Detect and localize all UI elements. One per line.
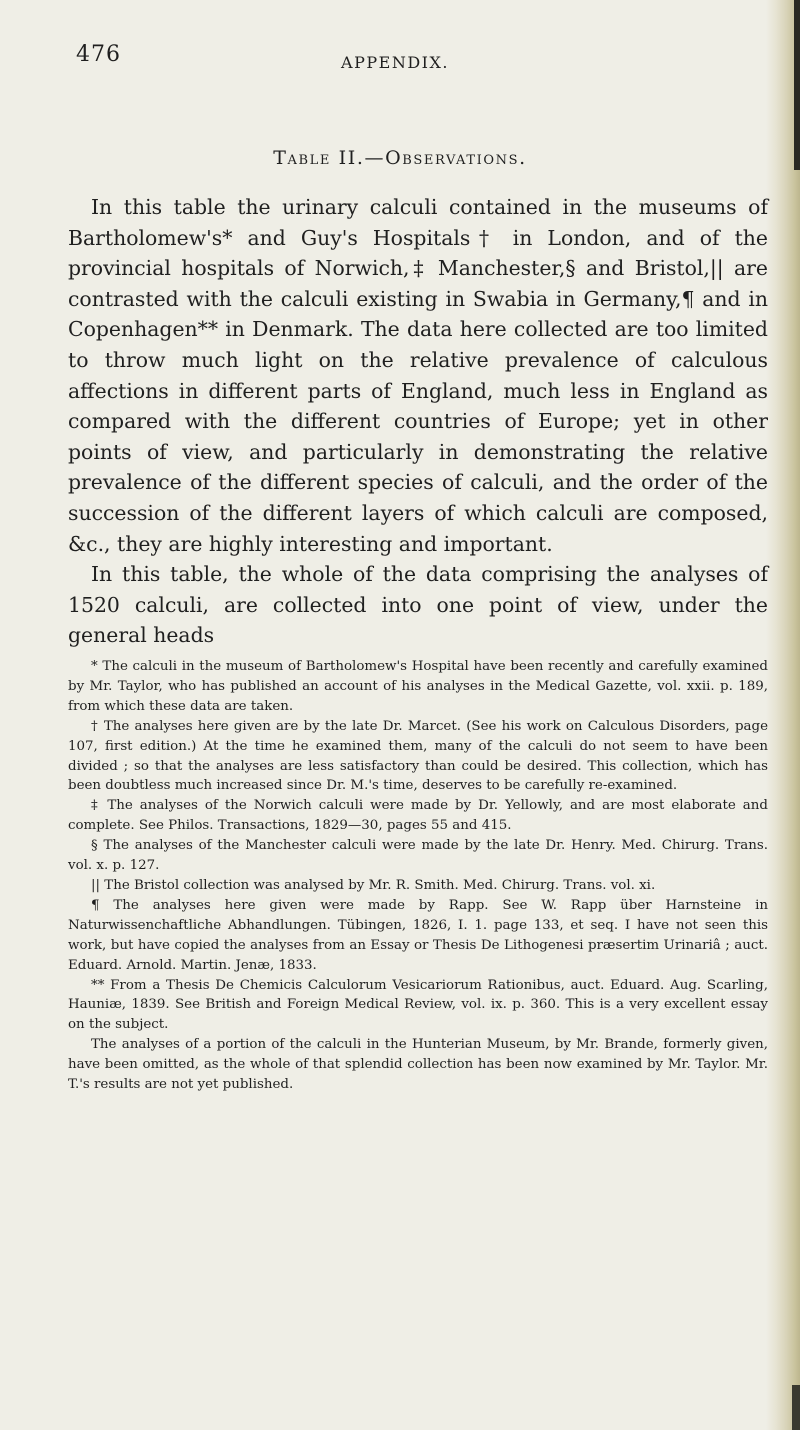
section-title: Table II.—Observations. xyxy=(273,147,527,169)
running-head: APPENDIX. xyxy=(341,53,449,72)
page-number: 476 xyxy=(76,42,121,67)
body-paragraph-1: In this table the urinary calculi contained in the museums of Bartholomew's* and Guy's Hospitals† in London, and of the provincial hospitals of Norwich,‡ Manchester,§ and Bristol,|| are contrasted with the calculi existing in Swabia in Germany,¶ and in Copenhagen** in Denmark. The data here collected are too limited to throw much light on the relative prevalence of calculous affections in different parts of England, much less in England as compared with the different countries of Europe; yet in other points of view, and particularly in demonstrating the relative prevalence of the different species of calculi, and the order of the succession of the different layers of which calculi are composed, &c., they are highly interesting and important. xyxy=(68,195,768,556)
body-text xyxy=(68,192,768,651)
page-edge-dark-bottom xyxy=(792,1385,800,1430)
footnote-5: || The Bristol collection was analysed by Mr. R. Smith. Med. Chirurg. Trans. vol. xi. xyxy=(91,877,656,893)
page-edge-shadow xyxy=(766,0,800,1430)
page-header xyxy=(0,0,800,80)
footnote-3: ‡ The analyses of the Norwich calculi were made by Dr. Yellowly, and are most elaborate and complete. See Philos. Transactions, 1829—30, pages 55 and 415. xyxy=(68,798,768,834)
footnote-7: ** From a Thesis De Chemicis Calculorum Vesicariorum Rationibus, auct. Eduard. Aug. Scarling, Hauniæ, 1839. See British and Foreign Medical Review, vol. ix. p. 360. This is a very excellent essay on the subject. xyxy=(68,977,768,1033)
footnote-closing-note: The analyses of a portion of the calculi in the Hunterian Museum, by Mr. Brande, formerly given, have been omitted, as the whole of that splendid collection has been now examined by Mr. Taylor. Mr. T.'s results are not yet published. xyxy=(68,1037,768,1093)
footnote-6: ¶ The analyses here given were made by Rapp. See W. Rapp über Harnsteine in Naturwissenchaftliche Abhandlungen. Tübingen, 1826, I. 1. page 133, et seq. I have not seen this work, but have copied the analyses from an Essay or Thesis De Lithogenesi præsertim Urinariâ ; auct. Eduard. Arnold. Martin. Jenæ, 1833. xyxy=(68,897,768,973)
body-paragraph-2: In this table, the whole of the data comprising the analyses of 1520 calculi, are collected into one point of view, under the general heads xyxy=(68,562,768,648)
footnotes xyxy=(68,657,768,1095)
footnote-2: † The analyses here given are by the late Dr. Marcet. (See his work on Calculous Disorders, page 107, first edition.) At the time he examined them, many of the calculi do not seem to have been divided ; so that the analyses are less satisfactory than could be desired. This collection, which has been doubtless much increased since Dr. M.'s time, deserves to be carefully re-examined. xyxy=(68,718,768,794)
footnote-1: * The calculi in the museum of Bartholomew's Hospital have been recently and carefully examined by Mr. Taylor, who has published an account of his analyses in the Medical Gazette, vol. xxii. p. 189, from which these data are taken. xyxy=(68,659,768,714)
footnote-4: § The analyses of the Manchester calculi were made by the late Dr. Henry. Med. Chirurg. Trans. vol. x. p. 127. xyxy=(68,838,768,874)
